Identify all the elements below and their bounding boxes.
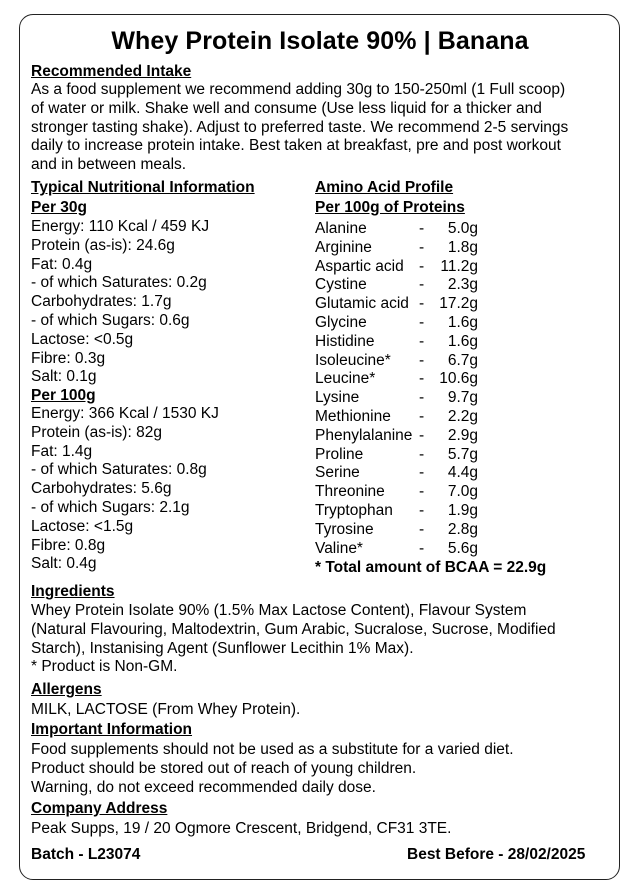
amino-name: Proline bbox=[315, 445, 364, 463]
nutrient-row: Energy: 366 Kcal / 1530 KJ bbox=[31, 405, 219, 422]
nutrient-row: - of which Saturates: 0.2g bbox=[31, 274, 207, 292]
nutrient-row: Carbohydrates: 1.7g bbox=[31, 293, 172, 311]
important-line: Warning, do not exceed recommended daily dose. bbox=[31, 778, 376, 796]
nutrient-row: Carbohydrates: 5.6g bbox=[31, 480, 172, 498]
ingredients-line: Starch), Instanising Agent (Sunflower Lecithin 1% Max). bbox=[31, 639, 414, 657]
nutrient-row: Energy: 110 Kcal / 459 KJ bbox=[31, 218, 210, 235]
nutrient-row: - of which Sugars: 0.6g bbox=[31, 311, 190, 329]
amino-dash: - bbox=[419, 520, 425, 538]
intake-line: daily to increase protein intake. Best taken at breakfast, pre and post workout bbox=[31, 137, 561, 155]
amino-name: Tryptophan bbox=[315, 502, 393, 519]
important-line: Product should be stored out of reach of young children. bbox=[31, 759, 417, 777]
amino-value: 1.8g bbox=[447, 238, 478, 256]
ingredients-text bbox=[31, 602, 556, 677]
amino-name: Isoleucine* bbox=[315, 351, 391, 369]
amino-value: 9.7g bbox=[447, 389, 478, 407]
amino-value: 4.4g bbox=[447, 464, 478, 482]
amino-dash: - bbox=[419, 502, 425, 519]
nutrient-row: Fat: 0.4g bbox=[31, 255, 93, 273]
allergens-text bbox=[31, 701, 300, 720]
company-text bbox=[31, 820, 451, 839]
amino-name: Tyrosine bbox=[315, 520, 374, 538]
amino-dash: - bbox=[419, 483, 425, 501]
nutrient-row: Protein (as-is): 82g bbox=[31, 423, 162, 441]
per-30g-heading: Per 30g bbox=[31, 199, 88, 216]
amino-name: Cystine bbox=[315, 276, 367, 294]
per-30g-list bbox=[31, 218, 209, 387]
amino-value: 7.0g bbox=[447, 483, 478, 501]
amino-dash: - bbox=[419, 276, 425, 294]
ingredients-line: * Product is Non-GM. bbox=[31, 658, 178, 676]
amino-name: Threonine bbox=[315, 483, 385, 501]
recommended-intake-text bbox=[31, 81, 568, 175]
amino-name: Histidine bbox=[315, 332, 375, 350]
amino-heading: Amino Acid Profile bbox=[315, 179, 454, 196]
amino-name: Leucine* bbox=[315, 370, 376, 388]
nutrient-row: Fibre: 0.3g bbox=[31, 349, 106, 367]
amino-dash: - bbox=[419, 314, 425, 331]
nutrition-heading: Typical Nutritional Information bbox=[31, 179, 255, 196]
amino-name: Lysine bbox=[315, 389, 360, 407]
amino-dash: - bbox=[419, 351, 425, 369]
per-100g-list bbox=[31, 405, 219, 574]
amino-value: 2.9g bbox=[447, 426, 478, 444]
nutrient-row: Lactose: <0.5g bbox=[31, 330, 134, 348]
amino-dash: - bbox=[419, 370, 425, 388]
recommended-intake-heading: Recommended Intake bbox=[31, 63, 192, 80]
amino-value: 1.6g bbox=[447, 314, 478, 331]
amino-value: 6.7g bbox=[447, 351, 478, 369]
amino-dash: - bbox=[419, 238, 425, 256]
amino-dash: - bbox=[419, 408, 425, 425]
ingredients-line: (Natural Flavouring, Maltodextrin, Gum Arabic, Sucralose, Sucrose, Modified bbox=[31, 620, 556, 638]
amino-value: 2.8g bbox=[447, 520, 478, 538]
amino-value: 2.3g bbox=[447, 276, 478, 294]
amino-name: Serine bbox=[315, 464, 360, 482]
company-heading: Company Address bbox=[31, 800, 168, 817]
amino-dash: - bbox=[419, 332, 425, 350]
amino-dash: - bbox=[419, 426, 425, 444]
important-line: Food supplements should not be used as a substitute for a varied diet. bbox=[31, 741, 514, 758]
amino-value: 5.7g bbox=[447, 445, 478, 463]
amino-value: 5.6g bbox=[447, 539, 478, 557]
amino-value: 1.9g bbox=[447, 502, 478, 519]
amino-dash: - bbox=[419, 464, 425, 482]
best-before-date: Best Before - 28/02/2025 bbox=[407, 846, 586, 863]
ingredients-heading: Ingredients bbox=[31, 583, 115, 600]
nutrient-row: Protein (as-is): 24.6g bbox=[31, 236, 175, 254]
nutrient-row: Salt: 0.4g bbox=[31, 555, 97, 573]
amino-name: Valine* bbox=[315, 539, 363, 557]
amino-name: Arginine bbox=[315, 238, 372, 256]
amino-value: 10.6g bbox=[439, 370, 478, 388]
nutrient-row: - of which Saturates: 0.8g bbox=[31, 461, 207, 479]
product-title: Whey Protein Isolate 90% | Banana bbox=[111, 27, 529, 55]
per-100g-heading: Per 100g bbox=[31, 387, 96, 404]
bcaa-total: * Total amount of BCAA = 22.9g bbox=[315, 559, 547, 576]
nutrient-row: Fibre: 0.8g bbox=[31, 536, 106, 554]
amino-subheading: Per 100g of Proteins bbox=[315, 199, 465, 216]
batch-number: Batch - L23074 bbox=[31, 846, 141, 863]
amino-value: 17.2g bbox=[439, 295, 478, 313]
amino-value: 2.2g bbox=[447, 408, 478, 425]
amino-name: Glycine bbox=[315, 314, 367, 331]
amino-value: 1.6g bbox=[447, 332, 478, 350]
amino-dash: - bbox=[419, 539, 425, 557]
nutrient-row: Lactose: <1.5g bbox=[31, 517, 134, 535]
amino-dash: - bbox=[419, 295, 425, 313]
amino-value: 5.0g bbox=[447, 220, 478, 237]
amino-dash: - bbox=[419, 220, 425, 237]
allergens-heading: Allergens bbox=[31, 681, 102, 698]
amino-name: Alanine bbox=[315, 220, 367, 237]
amino-name: Methionine bbox=[315, 408, 391, 425]
intake-line: and in between meals. bbox=[31, 156, 187, 174]
amino-name: Phenylalanine bbox=[315, 426, 413, 444]
amino-name: Glutamic acid bbox=[315, 295, 409, 313]
nutrient-row: Fat: 1.4g bbox=[31, 442, 93, 460]
intake-line: stronger tasting shake). Adjust to preferred taste. We recommend 2-5 servings bbox=[31, 118, 569, 136]
company-line: Peak Supps, 19 / 20 Ogmore Crescent, Bridgend, CF31 3TE. bbox=[31, 820, 452, 837]
nutrient-row: Salt: 0.1g bbox=[31, 368, 97, 386]
important-text bbox=[31, 741, 514, 797]
amino-name: Aspartic acid bbox=[315, 257, 404, 275]
intake-line: As a food supplement we recommend adding 30g to 150-250ml (1 Full scoop) bbox=[31, 81, 566, 98]
amino-dash: - bbox=[419, 389, 425, 407]
nutrient-row: - of which Sugars: 2.1g bbox=[31, 498, 190, 516]
important-heading: Important Information bbox=[31, 721, 193, 738]
ingredients-line: Whey Protein Isolate 90% (1.5% Max Lactose Content), Flavour System bbox=[31, 602, 527, 619]
amino-value: 11.2g bbox=[440, 257, 478, 275]
intake-line: of water or milk. Shake well and consume (Use less liquid for a thicker and bbox=[31, 99, 542, 117]
amino-dash: - bbox=[419, 257, 425, 275]
amino-dash: - bbox=[419, 445, 425, 463]
allergens-line: MILK, LACTOSE (From Whey Protein). bbox=[31, 701, 301, 718]
